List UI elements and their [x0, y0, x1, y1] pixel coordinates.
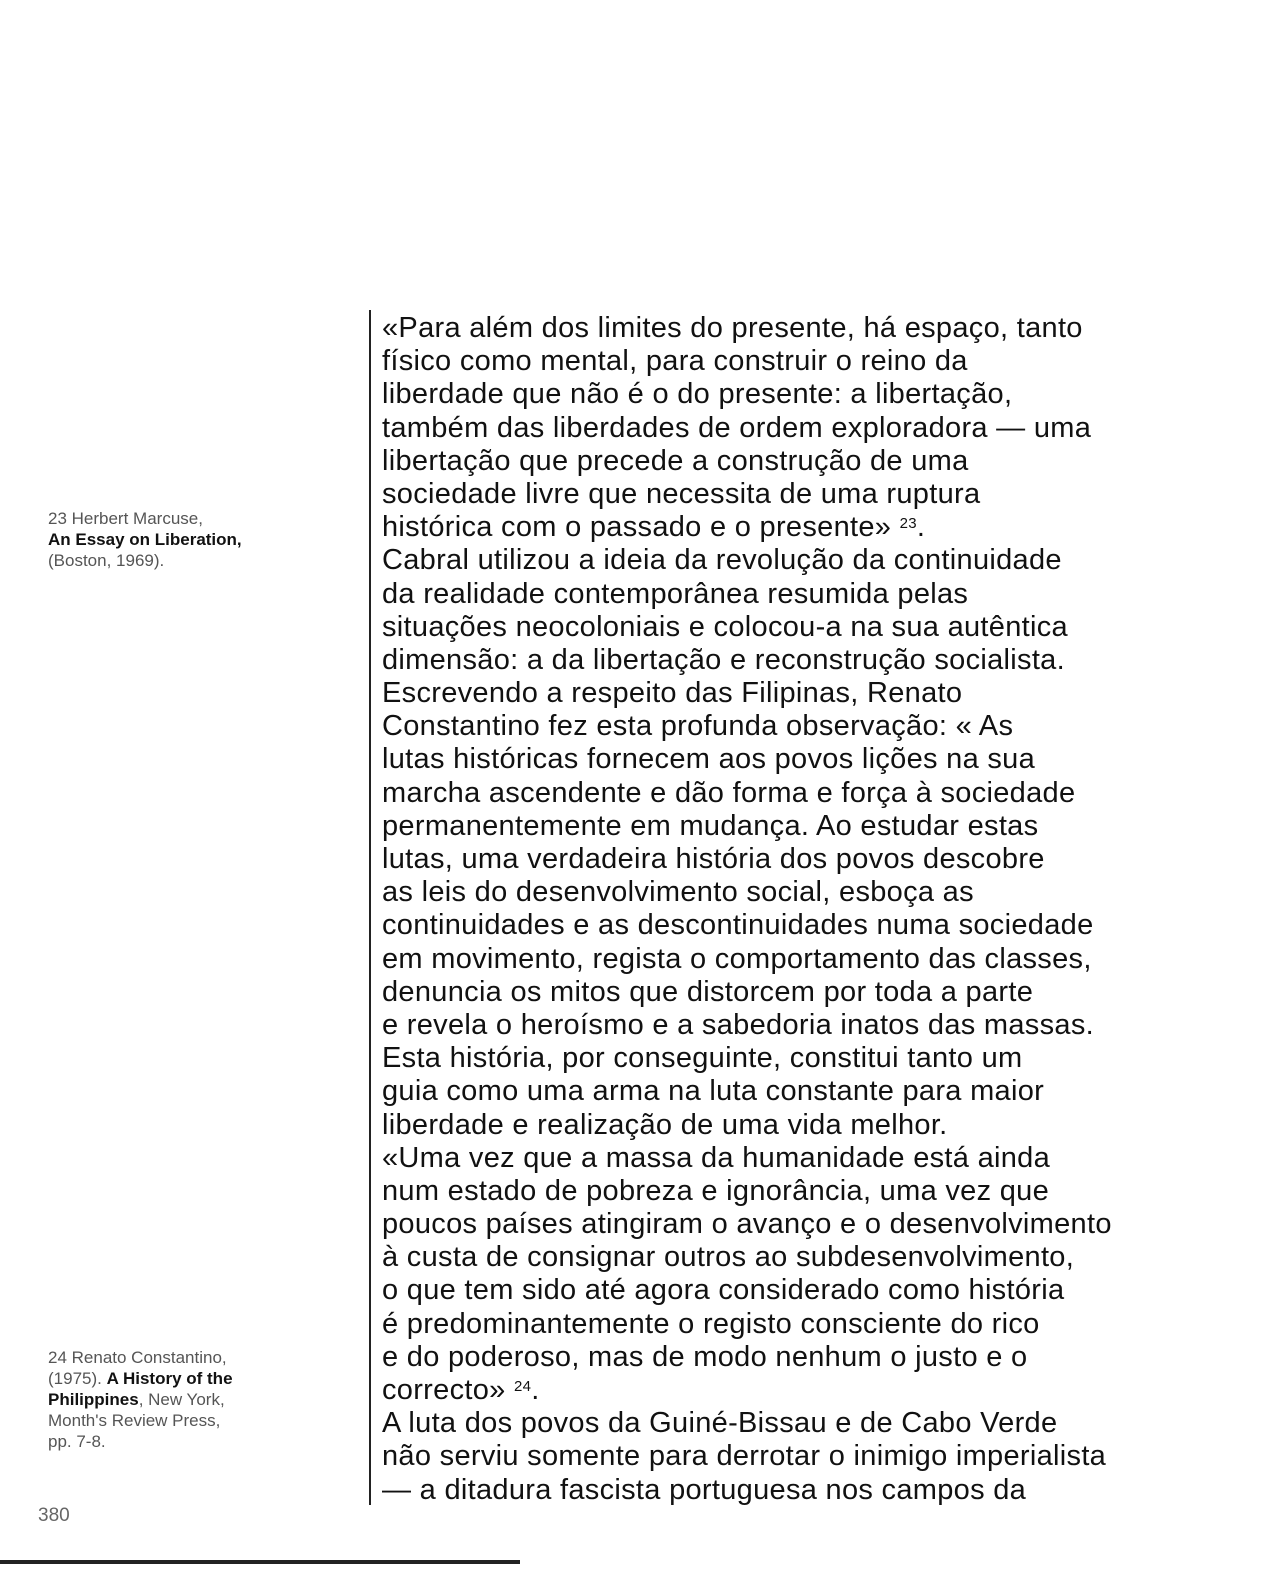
text-line: [372, 1109, 1252, 1142]
text-line: [372, 544, 1252, 577]
text-line: [372, 1208, 1252, 1241]
line-text: liberdade e realização de uma vida melhor.: [382, 1108, 948, 1141]
note-place-year: (Boston, 1969).: [48, 551, 165, 570]
line-text: as leis do desenvolvimento social, esboça as: [382, 876, 974, 909]
text-line: [372, 677, 1252, 710]
body-text: [372, 312, 1252, 1507]
note-title: A History of the: [106, 1369, 233, 1388]
page-number: 380: [38, 1505, 70, 1526]
line-text: «Uma vez que a massa da humanidade está ainda: [382, 1141, 1051, 1174]
text-line: [372, 445, 1252, 478]
text-line: [372, 876, 1252, 909]
text-line: [372, 1274, 1252, 1307]
line-text: correcto»: [382, 1374, 514, 1406]
footnote-ref: 24: [513, 1378, 532, 1395]
text-line: [372, 1075, 1252, 1108]
line-text: Cabral utilizou a ideia da revolução da continuidade: [382, 544, 1062, 577]
text-line: [372, 1407, 1252, 1440]
text-line: [372, 810, 1252, 843]
text-line: [372, 976, 1252, 1009]
margin-note-24: [48, 1347, 233, 1452]
text-line: [372, 1308, 1252, 1341]
note-author: 24 Renato Constantino,: [48, 1348, 227, 1367]
line-text: da realidade contemporânea resumida pelas: [382, 577, 969, 610]
text-line: [372, 1241, 1252, 1274]
line-text: físico como mental, para construir o reino da: [382, 345, 968, 378]
line-text: lutas históricas fornecem aos povos lições na sua: [382, 743, 1036, 776]
line-text: continuidades e as descontinuidades numa sociedade: [382, 909, 1094, 942]
note-publisher: Month's Review Press,: [48, 1411, 221, 1430]
text-line: [372, 378, 1252, 411]
line-text: — a ditadura fascista portuguesa nos campos da: [382, 1473, 1027, 1506]
line-text: denuncia os mitos que distorcem por toda a parte: [382, 975, 1034, 1008]
text-line: [372, 511, 1252, 544]
note-title-cont: Philippines: [48, 1390, 139, 1409]
line-text: num estado de pobreza e ignorância, uma vez que: [382, 1174, 1050, 1207]
line-text: liberdade que não é o do presente: a libertação,: [382, 378, 1013, 411]
line-text: permanentemente em mudança. Ao estudar estas: [382, 809, 1039, 842]
text-line: [372, 1341, 1252, 1374]
text-line: [372, 578, 1252, 611]
text-line: [372, 743, 1252, 776]
note-year: (1975).: [48, 1369, 107, 1388]
text-line: [372, 345, 1252, 378]
text-line: [372, 1042, 1252, 1075]
line-text: marcha ascendente e dão forma e força à sociedade: [382, 776, 1076, 809]
text-line: [372, 710, 1252, 743]
line-text: também das liberdades de ordem exploradora — uma: [382, 411, 1092, 444]
note-title: An Essay on Liberation,: [48, 530, 242, 549]
text-line: [372, 412, 1252, 445]
line-text: é predominantemente o registo consciente do rico: [382, 1307, 1040, 1340]
text-line: [372, 777, 1252, 810]
text-line: [372, 943, 1252, 976]
line-tail: .: [531, 1374, 540, 1406]
line-text: não serviu somente para derrotar o inimigo imperialista: [382, 1440, 1107, 1473]
text-line: [372, 1440, 1252, 1473]
line-text: «Para além dos limites do presente, há espaço, tanto: [382, 312, 1083, 344]
text-line: [372, 1142, 1252, 1175]
scan-edge: [0, 1560, 520, 1564]
text-line: [372, 1175, 1252, 1208]
line-text: o que tem sido até agora considerado como história: [382, 1274, 1065, 1307]
line-text: Escrevendo a respeito das Filipinas, Renato: [382, 677, 963, 710]
line-text: libertação que precede a construção de uma: [382, 444, 969, 477]
line-text: situações neocoloniais e colocou-a na sua autêntica: [382, 610, 1068, 643]
margin-rule: [369, 310, 371, 1505]
line-text: lutas, uma verdadeira história dos povos descobre: [382, 843, 1045, 875]
line-text: Esta história, por conseguinte, constitui tanto um: [382, 1042, 1023, 1075]
text-line: [372, 1374, 1252, 1407]
text-line: [372, 1009, 1252, 1042]
text-line: [372, 909, 1252, 942]
line-text: poucos países atingiram o avanço e o desenvolvimento: [382, 1208, 1112, 1241]
line-text: histórica com o passado e o presente»: [382, 511, 900, 544]
text-line: [372, 843, 1252, 876]
line-text: sociedade livre que necessita de uma ruptura: [382, 477, 981, 510]
line-text: guia como uma arma na luta constante para maior: [382, 1075, 1045, 1108]
line-tail: .: [916, 511, 926, 544]
note-place: , New York,: [138, 1390, 225, 1409]
text-line: [372, 611, 1252, 644]
line-text: Constantino fez esta profunda observação: « As: [382, 710, 1014, 743]
line-text: dimensão: a da libertação e reconstrução socialista.: [382, 643, 1065, 676]
note-author: 23 Herbert Marcuse,: [48, 509, 203, 528]
line-text: em movimento, regista o comportamento das classes,: [382, 942, 1092, 975]
line-text: e do poderoso, mas de modo nenhum o justo e o: [382, 1340, 1028, 1373]
line-text: à custa de consignar outros ao subdesenvolvimento,: [382, 1241, 1075, 1274]
note-pages: pp. 7-8.: [48, 1432, 106, 1451]
text-line: [372, 1474, 1252, 1507]
line-text: e revela o heroísmo e a sabedoria inatos das massas.: [382, 1008, 1094, 1041]
text-line: [372, 312, 1252, 345]
margin-note-23: [48, 508, 242, 571]
line-text: A luta dos povos da Guiné-Bissau e de Cabo Verde: [382, 1407, 1058, 1440]
text-line: [372, 478, 1252, 511]
footnote-ref: 23: [899, 515, 917, 533]
text-line: [372, 644, 1252, 677]
